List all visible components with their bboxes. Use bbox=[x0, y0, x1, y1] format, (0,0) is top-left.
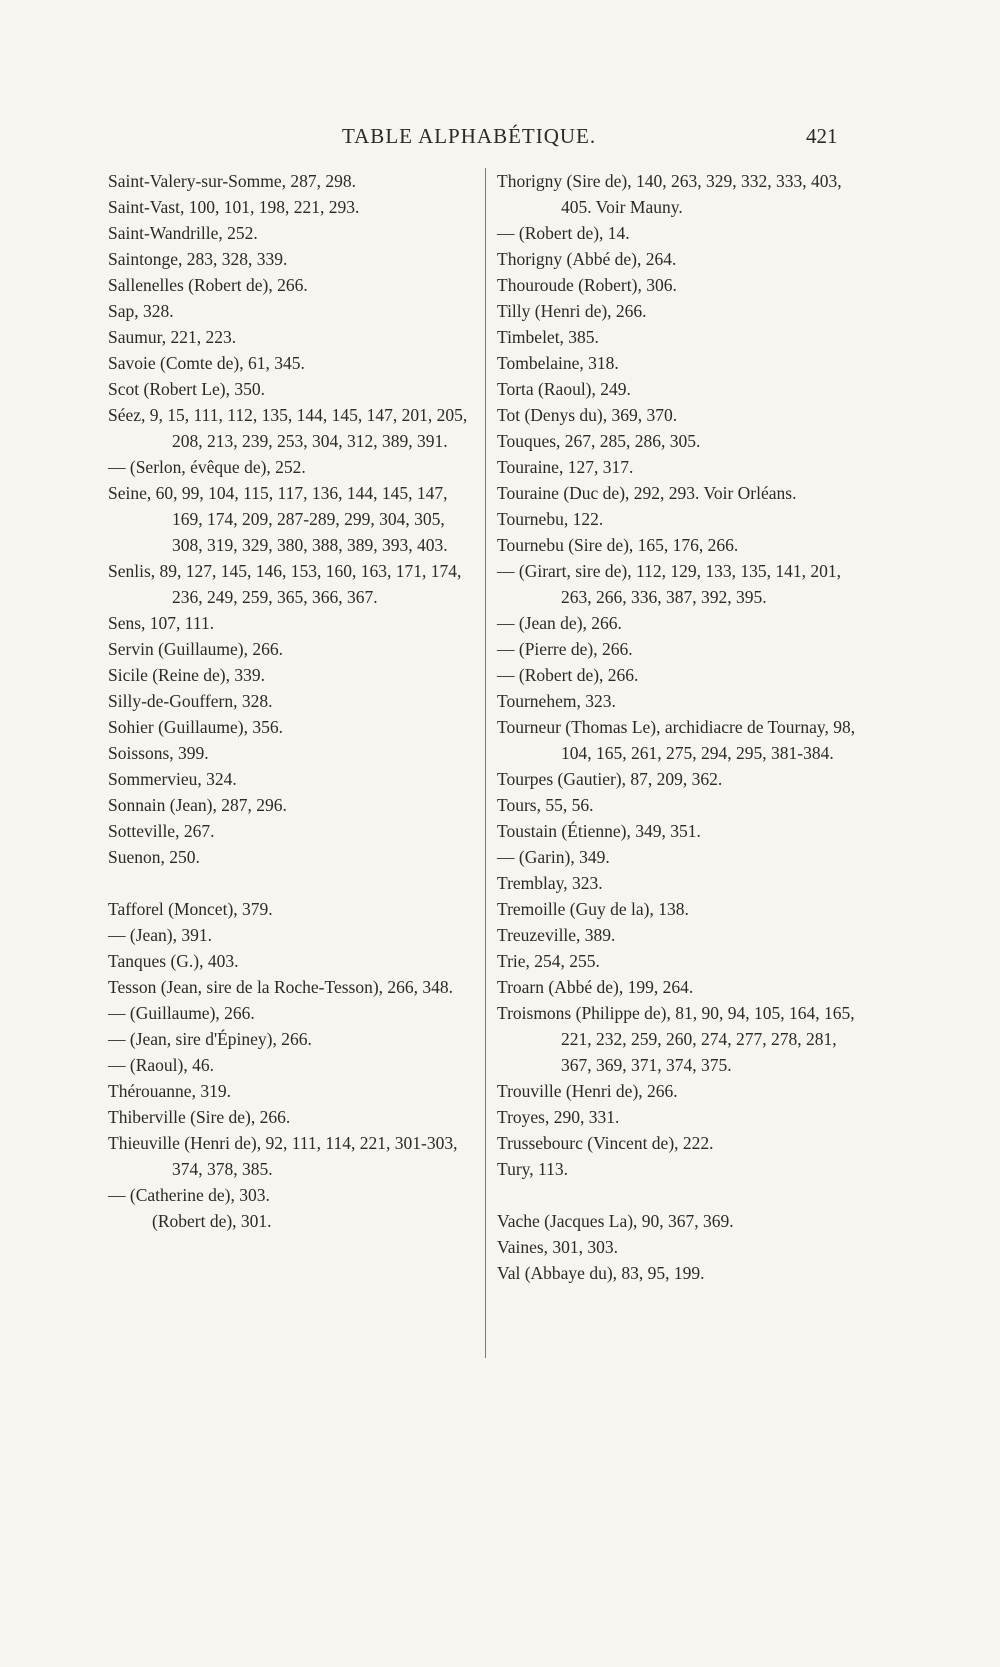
index-entry: Saint-Wandrille, 252. bbox=[108, 223, 258, 243]
index-entry: Troarn (Abbé de), 199, 264. bbox=[497, 977, 694, 997]
index-entry: Vache (Jacques La), 90, 367, 369. bbox=[497, 1211, 734, 1231]
index-entry: Suenon, 250. bbox=[108, 847, 200, 867]
index-entry: — (Jean, sire d'Épiney), 266. bbox=[108, 1029, 312, 1049]
index-entry: Trouville (Henri de), 266. bbox=[497, 1081, 678, 1101]
index-entry: — (Robert de), 266. bbox=[497, 665, 639, 685]
index-entry: Sohier (Guillaume), 356. bbox=[108, 717, 283, 737]
index-entry: — (Pierre de), 266. bbox=[497, 639, 633, 659]
index-entry: Servin (Guillaume), 266. bbox=[108, 639, 283, 659]
index-entry: Val (Abbaye du), 83, 95, 199. bbox=[497, 1263, 705, 1283]
index-entry: Savoie (Comte de), 61, 345. bbox=[108, 353, 305, 373]
section-gap bbox=[497, 1182, 862, 1208]
index-entry: Tesson (Jean, sire de la Roche-Tesson), 266, 348. bbox=[108, 977, 454, 997]
index-entry: Troyes, 290, 331. bbox=[497, 1107, 620, 1127]
index-entry: — (Catherine de), 303. bbox=[108, 1185, 270, 1205]
index-entry: — (Robert de), 14. bbox=[497, 223, 630, 243]
index-entry: Tournebu, 122. bbox=[497, 509, 604, 529]
index-entry: Soissons, 399. bbox=[108, 743, 209, 763]
index-entry: Sap, 328. bbox=[108, 301, 174, 321]
index-entry: Séez, 9, 15, 111, 112, 135, 144, 145, 147, 201, 205, 208, 213, 239, 253, 304, 312, 389, 391. bbox=[108, 405, 468, 451]
index-entry: Sonnain (Jean), 287, 296. bbox=[108, 795, 287, 815]
index-entry: — (Garin), 349. bbox=[497, 847, 610, 867]
index-entry: — (Jean), 391. bbox=[108, 925, 213, 945]
index-entry: Tourpes (Gautier), 87, 209, 362. bbox=[497, 769, 723, 789]
index-entry: Tombelaine, 318. bbox=[497, 353, 619, 373]
index-entry: Thorigny (Sire de), 140, 263, 329, 332, 333, 403, 405. Voir Mauny. bbox=[497, 171, 842, 217]
index-entry: Trussebourc (Vincent de), 222. bbox=[497, 1133, 714, 1153]
index-entry: Trie, 254, 255. bbox=[497, 951, 600, 971]
index-entry: Seine, 60, 99, 104, 115, 117, 136, 144, 145, 147, 169, 174, 209, 287-289, 299, 304, 305, 308, 319, 329, 380, 388, 389, 393, 403. bbox=[108, 483, 448, 555]
index-entry: Thouroude (Robert), 306. bbox=[497, 275, 677, 295]
index-entry: Torta (Raoul), 249. bbox=[497, 379, 631, 399]
index-entry: Timbelet, 385. bbox=[497, 327, 599, 347]
index-entry: Treuzeville, 389. bbox=[497, 925, 616, 945]
index-entry: — (Guillaume), 266. bbox=[108, 1003, 255, 1023]
index-entry: Tilly (Henri de), 266. bbox=[497, 301, 647, 321]
index-column-left bbox=[108, 168, 478, 1234]
running-title: TABLE ALPHABÉTIQUE. bbox=[342, 124, 597, 148]
index-entry: Vaines, 301, 303. bbox=[497, 1237, 619, 1257]
index-entry: Saumur, 221, 223. bbox=[108, 327, 237, 347]
section-gap bbox=[108, 870, 478, 896]
index-entry: Tot (Denys du), 369, 370. bbox=[497, 405, 678, 425]
index-entry: Sotteville, 267. bbox=[108, 821, 215, 841]
index-entry: Tourneur (Thomas Le), archidiacre de Tournay, 98, 104, 165, 261, 275, 294, 295, 381-384. bbox=[497, 717, 856, 763]
index-entry: Sallenelles (Robert de), 266. bbox=[108, 275, 308, 295]
index-entry: Touques, 267, 285, 286, 305. bbox=[497, 431, 701, 451]
index-column-right bbox=[497, 168, 862, 1286]
index-entry: Tanques (G.), 403. bbox=[108, 951, 239, 971]
index-entry: Thieuville (Henri de), 92, 111, 114, 221, 301-303, 374, 378, 385. bbox=[108, 1133, 458, 1179]
index-entry: — (Jean de), 266. bbox=[497, 613, 622, 633]
index-entry: Troismons (Philippe de), 81, 90, 94, 105, 164, 165, 221, 232, 259, 260, 274, 277, 278, 281, 367, 369, 371, 374, 375. bbox=[497, 1003, 855, 1075]
index-entry: Saint-Valery-sur-Somme, 287, 298. bbox=[108, 171, 357, 191]
index-entry: Tournehem, 323. bbox=[497, 691, 616, 711]
index-entry: (Robert de), 301. bbox=[152, 1211, 272, 1231]
index-entry: Scot (Robert Le), 350. bbox=[108, 379, 265, 399]
index-entry: Touraine, 127, 317. bbox=[497, 457, 634, 477]
index-entry: Tremblay, 323. bbox=[497, 873, 603, 893]
page-number: 421 bbox=[806, 124, 838, 148]
index-entry: — (Raoul), 46. bbox=[108, 1055, 214, 1075]
index-entry: Toustain (Étienne), 349, 351. bbox=[497, 821, 701, 841]
index-entry: Thorigny (Abbé de), 264. bbox=[497, 249, 677, 269]
index-entry: — (Girart, sire de), 112, 129, 133, 135, 141, 201, 263, 266, 336, 387, 392, 395. bbox=[497, 561, 841, 607]
index-entry: Saintonge, 283, 328, 339. bbox=[108, 249, 288, 269]
index-entry: Thiberville (Sire de), 266. bbox=[108, 1107, 291, 1127]
index-entry: Thérouanne, 319. bbox=[108, 1081, 231, 1101]
column-divider bbox=[485, 168, 486, 1358]
index-entry: Sicile (Reine de), 339. bbox=[108, 665, 265, 685]
index-entry: Touraine (Duc de), 292, 293. Voir Orléans. bbox=[497, 483, 797, 503]
index-entry: Sommervieu, 324. bbox=[108, 769, 237, 789]
index-entry: Tours, 55, 56. bbox=[497, 795, 594, 815]
page-header bbox=[0, 120, 1000, 150]
index-entry: Tafforel (Moncet), 379. bbox=[108, 899, 273, 919]
index-entry: Silly-de-Gouffern, 328. bbox=[108, 691, 273, 711]
index-entry: Senlis, 89, 127, 145, 146, 153, 160, 163, 171, 174, 236, 249, 259, 365, 366, 367. bbox=[108, 561, 462, 607]
index-entry: Tournebu (Sire de), 165, 176, 266. bbox=[497, 535, 739, 555]
index-entry: Tury, 113. bbox=[497, 1159, 568, 1179]
index-entry: Tremoille (Guy de la), 138. bbox=[497, 899, 689, 919]
index-entry: Sens, 107, 111. bbox=[108, 613, 215, 633]
index-entry: Saint-Vast, 100, 101, 198, 221, 293. bbox=[108, 197, 360, 217]
index-entry: — (Serlon, évêque de), 252. bbox=[108, 457, 306, 477]
